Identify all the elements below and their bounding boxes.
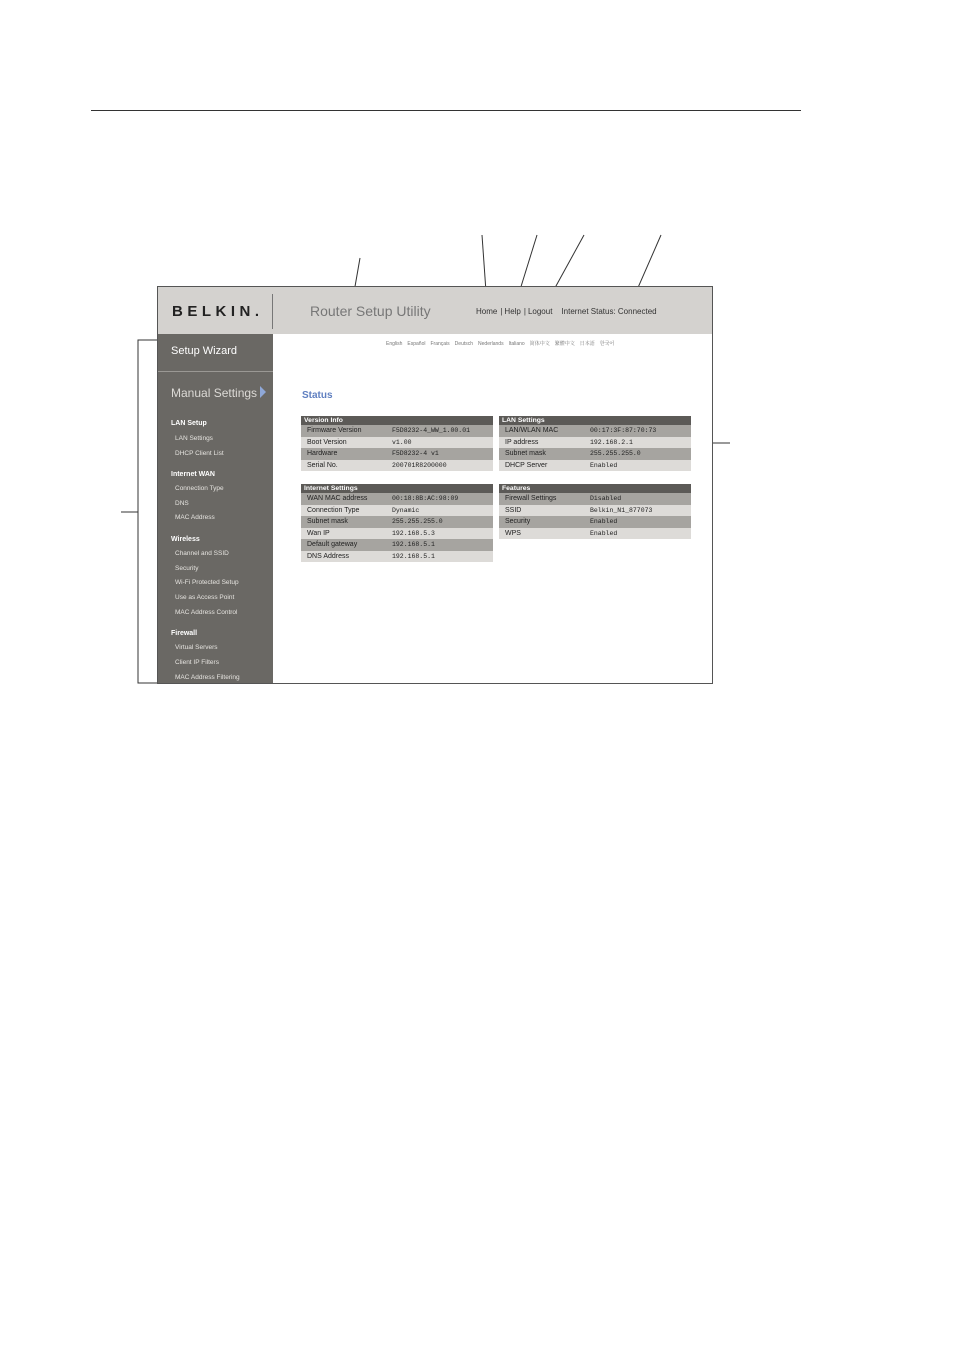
sidebar-item-security[interactable]: Security: [175, 565, 199, 572]
table-row: [499, 505, 691, 517]
page-top-rule: [91, 110, 801, 111]
bracket-sidebar: [138, 340, 157, 683]
row-value: 00:17:3F:87:70:73: [590, 427, 657, 434]
panel-title: Internet Settings: [301, 484, 493, 493]
sidebar-item-mac-address[interactable]: MAC Address: [175, 514, 215, 521]
table-row: [301, 528, 493, 540]
row-label: Hardware: [307, 450, 338, 457]
arrow-right-icon: [260, 386, 266, 398]
language-link[interactable]: 简体中文: [529, 341, 550, 347]
row-label: Subnet mask: [505, 450, 546, 457]
row-label: Subnet mask: [307, 518, 348, 525]
features-panel: [499, 484, 691, 539]
sidebar-item-access-point[interactable]: Use as Access Point: [175, 594, 235, 601]
sidebar-item-wifi-protected-setup[interactable]: Wi-Fi Protected Setup: [175, 579, 239, 586]
language-link[interactable]: 日本語: [579, 341, 595, 347]
table-row: [301, 425, 493, 437]
router-setup-window: [157, 286, 713, 684]
row-label: Firewall Settings: [505, 495, 557, 502]
language-link[interactable]: English: [386, 341, 403, 347]
table-row: [499, 460, 691, 472]
row-value: 200701R8200000: [392, 461, 447, 469]
row-value: 192.168.2.1: [590, 438, 633, 446]
version-info-panel: [301, 416, 493, 471]
header-divider: [272, 294, 273, 329]
row-label: LAN/WLAN MAC: [505, 427, 559, 434]
sidebar-item-client-ip-filters[interactable]: Client IP Filters: [175, 659, 219, 666]
logout-link[interactable]: Logout: [527, 307, 553, 316]
language-link[interactable]: Español: [407, 341, 426, 347]
row-label: WPS: [505, 529, 521, 537]
table-row: [301, 437, 493, 449]
sidebar-item-virtual-servers[interactable]: Virtual Servers: [175, 644, 218, 651]
language-link[interactable]: 繁體中文: [554, 341, 575, 347]
manual-settings-label: Manual Settings: [171, 386, 258, 400]
panel-title: Features: [499, 484, 691, 493]
row-value: F5D8232-4 v1: [392, 450, 439, 457]
table-row: [301, 539, 493, 551]
table-row: [499, 528, 691, 540]
row-label: Firmware Version: [307, 427, 362, 434]
help-link[interactable]: Help: [504, 307, 521, 316]
language-link[interactable]: Nederlands: [478, 341, 504, 347]
home-link[interactable]: Home: [476, 307, 498, 316]
row-label: WAN MAC address: [307, 495, 368, 502]
internet-status: Internet Status: Connected: [561, 307, 657, 316]
row-value: Enabled: [590, 529, 618, 537]
language-selector: [386, 340, 619, 347]
sidebar-section-lan-setup: LAN Setup: [171, 420, 207, 427]
table-row: [301, 505, 493, 517]
language-link[interactable]: 한국어: [599, 341, 615, 347]
row-label: Default gateway: [307, 541, 358, 548]
page-title: Status: [302, 390, 333, 401]
row-value: 255.255.255.0: [392, 518, 443, 525]
table-row: [499, 516, 691, 528]
row-label: Security: [505, 518, 531, 525]
sidebar-section-internet-wan: Internet WAN: [171, 471, 215, 478]
sidebar-item-lan-settings[interactable]: LAN Settings: [175, 435, 213, 442]
panel-title: Version Info: [301, 416, 493, 425]
row-label: DNS Address: [307, 552, 350, 560]
row-label: SSID: [505, 506, 522, 514]
row-label: Wan IP: [307, 529, 330, 537]
link-separator: |: [500, 307, 503, 316]
app-title: Router Setup Utility: [310, 303, 431, 319]
language-link[interactable]: Italiano: [508, 341, 525, 347]
sidebar-section-wireless: Wireless: [171, 536, 200, 543]
row-value: Enabled: [590, 461, 618, 469]
row-value: 255.255.255.0: [590, 450, 641, 457]
table-row: [499, 448, 691, 460]
internet-settings-panel: [301, 484, 493, 562]
row-label: IP address: [505, 438, 539, 446]
table-row: [301, 493, 493, 505]
row-value: Belkin_N1_877073: [590, 506, 653, 514]
row-value: 192.168.5.1: [392, 552, 435, 560]
sidebar-section-firewall: Firewall: [171, 630, 198, 637]
sidebar-item-channel-ssid[interactable]: Channel and SSID: [175, 550, 229, 557]
sidebar-item-dns[interactable]: DNS: [175, 500, 189, 507]
row-label: Connection Type: [307, 506, 360, 514]
sidebar-divider: [158, 371, 273, 372]
row-label: Serial No.: [307, 461, 338, 469]
sidebar-item-mac-address-filtering[interactable]: MAC Address Filtering: [175, 674, 240, 681]
row-value: 192.168.5.1: [392, 541, 435, 548]
table-row: [301, 551, 493, 563]
row-value: 00:18:8B:AC:98:09: [392, 495, 459, 502]
table-row: [499, 493, 691, 505]
sidebar-item-mac-address-control[interactable]: MAC Address Control: [175, 609, 238, 616]
manual-settings-link[interactable]: [171, 386, 266, 400]
row-value: v1.00: [392, 438, 412, 446]
row-label: DHCP Server: [505, 461, 548, 469]
sidebar-item-connection-type[interactable]: Connection Type: [175, 485, 224, 492]
language-link[interactable]: Français: [430, 341, 450, 347]
belkin-logo[interactable]: BELKIN.: [172, 303, 264, 320]
row-value: Disabled: [590, 495, 622, 502]
table-row: [301, 516, 493, 528]
link-separator: |: [523, 307, 526, 316]
sidebar-item-dhcp-client-list[interactable]: DHCP Client List: [175, 450, 224, 457]
sidebar: [158, 334, 273, 684]
table-row: [301, 460, 493, 472]
table-row: [499, 437, 691, 449]
header-links: [476, 307, 658, 316]
row-value: Dynamic: [392, 506, 420, 514]
panel-title: LAN Settings: [499, 416, 691, 425]
language-link[interactable]: Deutsch: [454, 341, 474, 347]
row-value: 192.168.5.3: [392, 529, 435, 537]
header-bar: [158, 287, 712, 334]
table-row: [499, 425, 691, 437]
setup-wizard-link[interactable]: Setup Wizard: [171, 345, 238, 357]
row-label: Boot Version: [307, 438, 347, 446]
row-value: F5D8232-4_WW_1.00.01: [392, 427, 471, 434]
lan-settings-panel: [499, 416, 691, 471]
table-row: [301, 448, 493, 460]
row-value: Enabled: [590, 518, 618, 525]
